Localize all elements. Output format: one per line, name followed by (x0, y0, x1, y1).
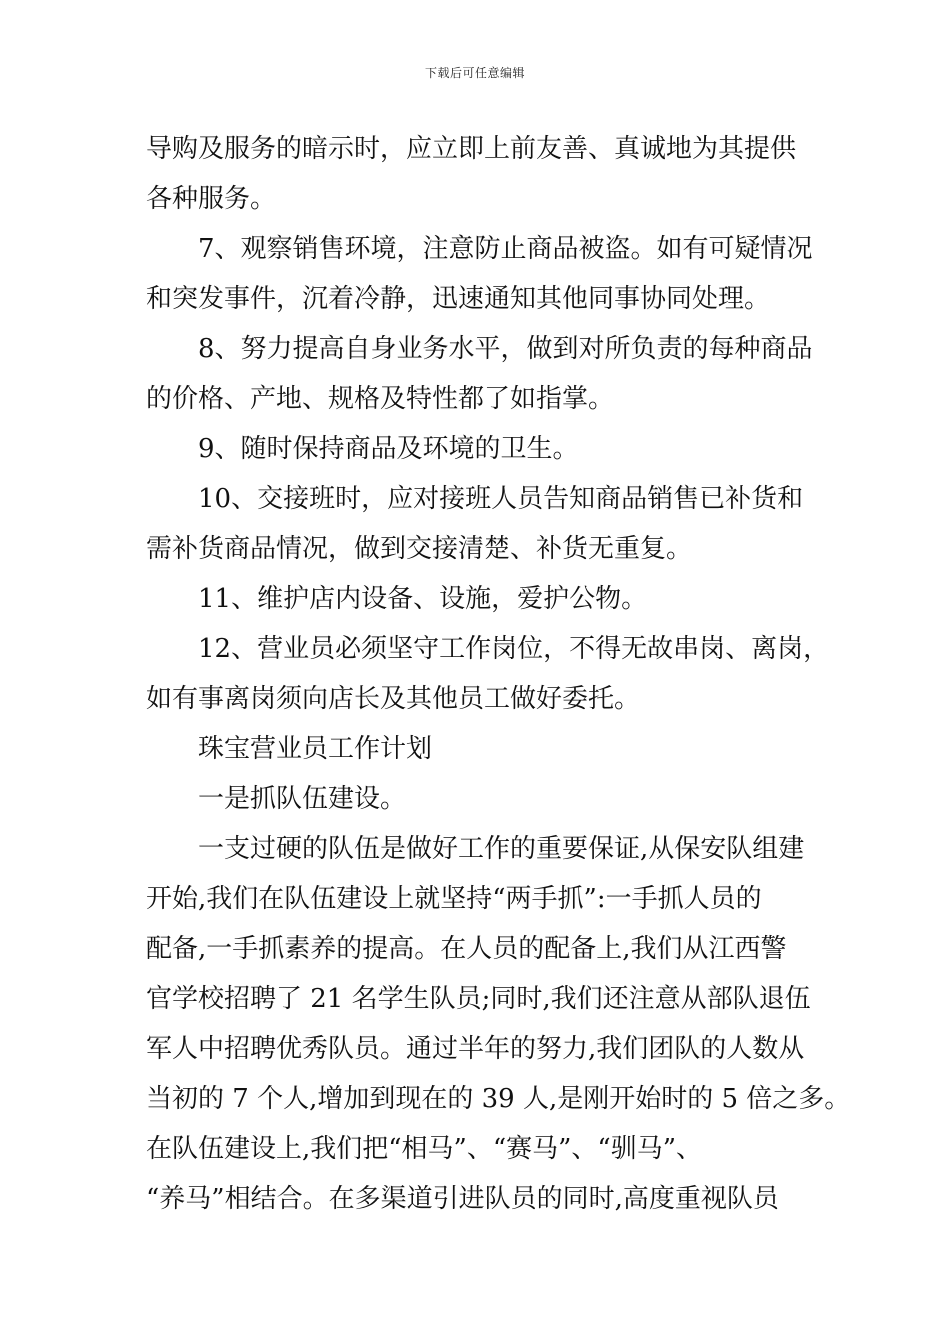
text-line: 军人中招聘优秀队员。通过半年的努力,我们团队的人数从 (146, 1034, 805, 1064)
list-item-12: 12、营业员必须坚守工作岗位，不得无故串岗、离岗， (198, 634, 830, 664)
list-item-11: 11、维护店内设备、设施，爱护公物。 (198, 584, 648, 614)
text-line: “养马”相结合。在多渠道引进队员的同时,高度重视队员 (146, 1184, 779, 1214)
page-header: 下载后可任意编辑 (424, 66, 525, 80)
list-item-9: 9、随时保持商品及环境的卫生。 (198, 434, 579, 464)
text-line: 在队伍建设上,我们把“相马”、“赛马”、“驯马”、 (146, 1134, 703, 1164)
text-line: 和突发事件，沉着冷静，迅速通知其他同事协同处理。 (146, 284, 771, 314)
document-body (146, 124, 851, 1224)
text-line: 各种服务。 (146, 184, 277, 214)
list-item-7: 7、观察销售环境，注意防止商品被盗。如有可疑情况 (198, 234, 813, 264)
paragraph-start: 一支过硬的队伍是做好工作的重要保证,从保安队组建 (198, 834, 805, 864)
list-item-10: 10、交接班时，应对接班人员告知商品销售已补货和 (198, 484, 804, 514)
section-heading: 珠宝营业员工作计划 (198, 734, 433, 764)
text-line: 需补货商品情况，做到交接清楚、补货无重复。 (146, 534, 693, 564)
text-line: 导购及服务的暗示时，应立即上前友善、真诚地为其提供 (146, 134, 797, 164)
subsection-heading: 一是抓队伍建设。 (198, 784, 407, 814)
list-item-8: 8、努力提高自身业务水平，做到对所负责的每种商品 (198, 334, 813, 364)
text-line: 官学校招聘了 21 名学生队员;同时,我们还注意从部队退伍 (146, 984, 811, 1014)
text-line: 开始,我们在队伍建设上就坚持“两手抓”:一手抓人员的 (146, 884, 762, 914)
text-line: 的价格、产地、规格及特性都了如指掌。 (146, 384, 615, 414)
text-line: 当初的 7 个人,增加到现在的 39 人,是刚开始时的 5 倍之多。 (146, 1084, 851, 1114)
text-line: 如有事离岗须向店长及其他员工做好委托。 (146, 684, 641, 714)
text-line: 配备,一手抓素养的提高。在人员的配备上,我们从江西警 (146, 934, 787, 964)
